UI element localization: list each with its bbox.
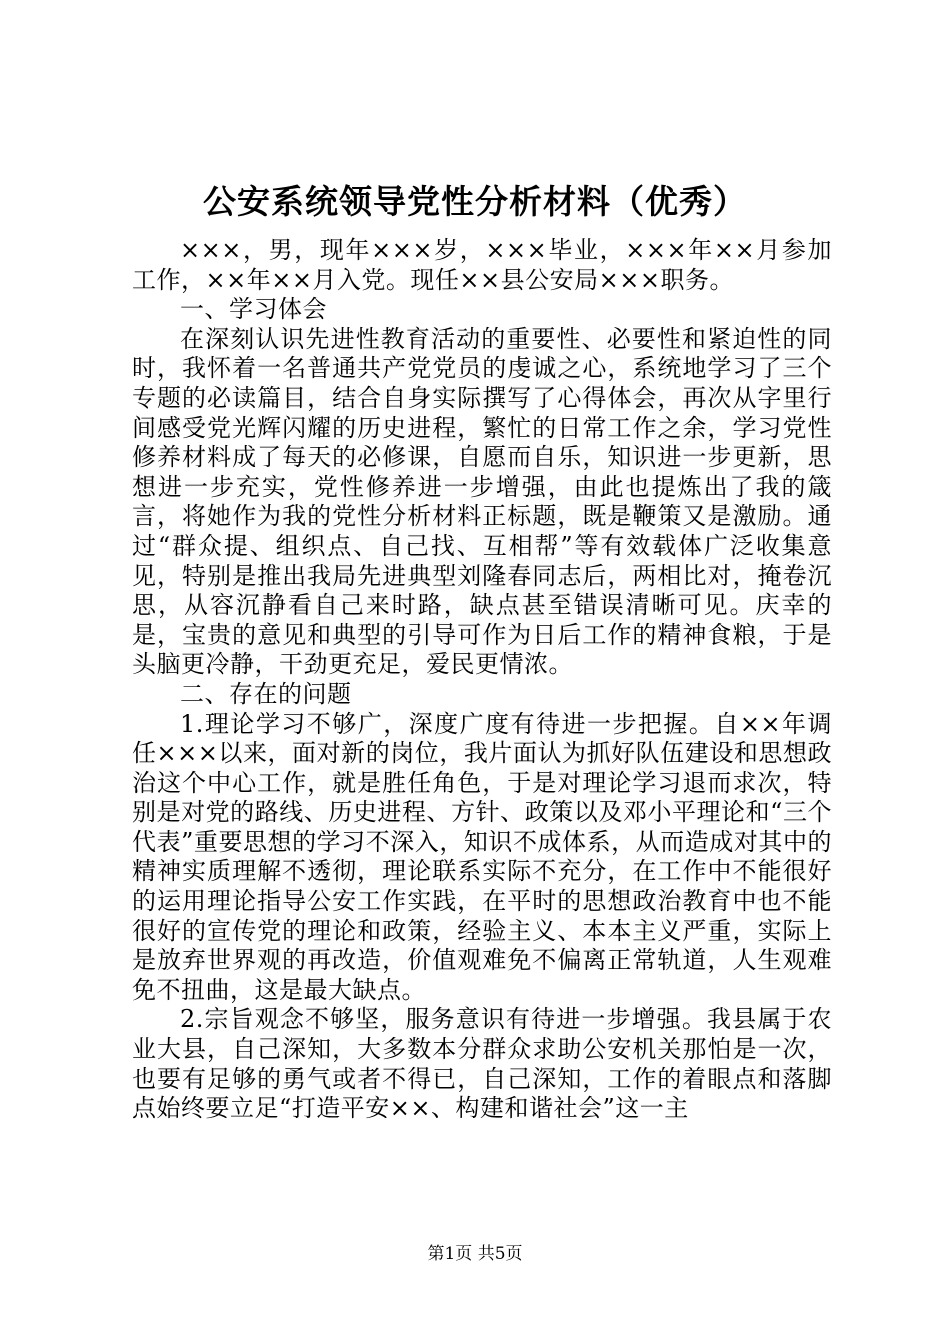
intro-paragraph: ×××，男，现年×××岁，×××毕业，×××年××月参加工作，××年××月入党。现任××县公安局×××职务。 (132, 236, 832, 294)
document-body (132, 236, 832, 1124)
study-paragraph: 在深刻认识先进性教育活动的重要性、必要性和紧迫性的同时，我怀着一名普通共产党党员的虔诚之心，系统地学习了三个专题的必读篇目，结合自身实际撰写了心得体会，再次从字里行间感受党光辉闪耀的历史进程，繁忙的日常工作之余，学习党性修养材料成了每天的必修课，自愿而自乐，知识进一步更新，思想进一步充实，党性修养进一步增强，由此也提炼出了我的箴言，将她作为我的党性分析材料正标题，既是鞭策又是激励。通过“群众提、组织点、自己找、互相帮”等有效载体广泛收集意见，特别是推出我局先进典型刘隆春同志后，两相比对，掩卷沉思，从容沉静看自己来时路，缺点甚至错误清晰可见。庆幸的是，宝贵的意见和典型的引导可作为日后工作的精神食粮，于是头脑更冷静，干劲更充足，爱民更情浓。 (132, 324, 832, 679)
problem-paragraph-1: 1.理论学习不够广，深度广度有待进一步把握。自××年调任×××以来，面对新的岗位，我片面认为抓好队伍建设和思想政治这个中心工作，就是胜任角色，于是对理论学习退而求次，特别是对党的路线、历史进程、方针、政策以及邓小平理论和“三个代表”重要思想的学习不深入，知识不成体系，从而造成对其中的精神实质理解不透彻，理论联系实际不充分，在工作中不能很好的运用理论指导公安工作实践，在平时的思想政治教育中也不能很好的宣传党的理论和政策，经验主义、本本主义严重，实际上是放弃世界观的再改造，价值观难免不偏离正常轨道，人生观难免不扭曲，这是最大缺点。 (132, 709, 832, 1004)
document-title: 公安系统领导党性分析材料（优秀） (203, 182, 747, 221)
problem-paragraph-2: 2.宗旨观念不够坚，服务意识有待进一步增强。我县属于农业大县，自己深知，大多数本分群众求助公安机关那怕是一次，也要有足够的勇气或者不得已，自己深知，工作的着眼点和落脚点始终要立足“打造平安××、构建和谐社会”这一主 (132, 1005, 832, 1123)
section-heading-study: 一、学习体会 (180, 295, 327, 324)
section-heading-problems: 二、存在的问题 (180, 679, 352, 708)
page-number-footer: 第1页 共5页 (427, 1244, 523, 1264)
